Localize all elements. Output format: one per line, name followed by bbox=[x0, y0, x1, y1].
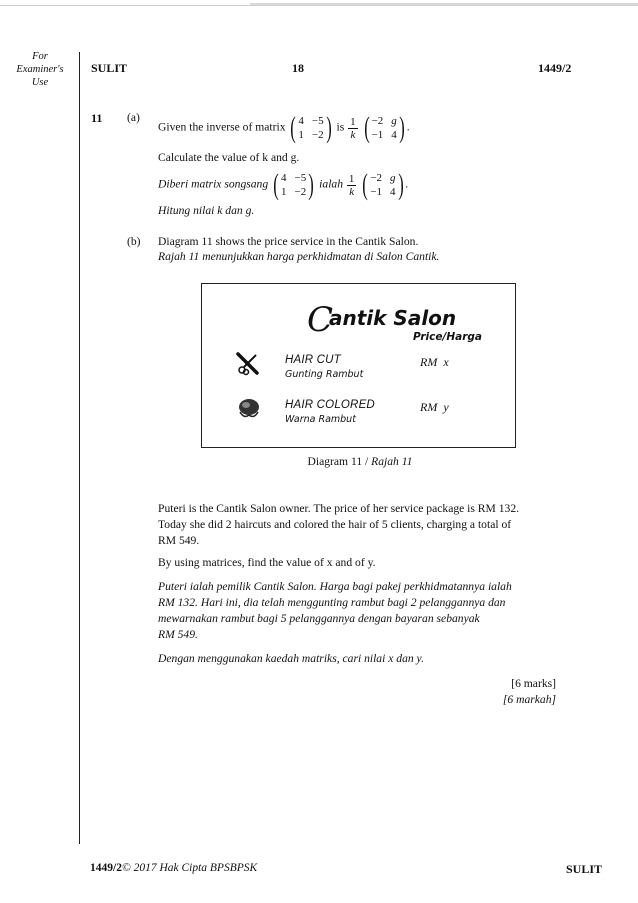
matrix-b-cell: −2 bbox=[370, 172, 383, 184]
hair-icon bbox=[236, 396, 262, 420]
salon-logo-name: antik Salon bbox=[329, 306, 457, 330]
caption-malay: Rajah 11 bbox=[371, 455, 413, 468]
matrix-a-cell: 4 bbox=[298, 115, 304, 127]
part-b-english-intro: Diagram 11 shows the price service in the Cantik Salon. bbox=[158, 235, 419, 248]
matrix-a-cell: 4 bbox=[281, 172, 287, 184]
part-a-english-statement: Given the inverse of matrix ( 4 −5 1 −2 ) is $\frac{1}{k}$ ( −2 g −1 4 ) . bbox=[158, 111, 410, 144]
fraction-denominator: k bbox=[349, 185, 355, 198]
page-number: 18 bbox=[292, 61, 304, 75]
matrix-b-cell: −1 bbox=[370, 186, 383, 198]
salon-logo bbox=[307, 294, 457, 340]
task-english: By using matrices, find the value of x and of y. bbox=[158, 556, 376, 569]
examiner-use-label bbox=[6, 50, 74, 89]
matrix-a-cell: 1 bbox=[298, 129, 304, 141]
fraction-denominator: k bbox=[350, 128, 356, 141]
matrix-b-cell: −1 bbox=[371, 129, 384, 141]
examiner-line-3: Use bbox=[31, 77, 49, 88]
service-haircut-malay: Gunting Rambut bbox=[285, 369, 364, 380]
part-a-english-task: Calculate the value of k and g. bbox=[158, 151, 300, 164]
paper-code: 1449/2 bbox=[538, 61, 572, 75]
marks-english: [6 marks] bbox=[511, 677, 556, 690]
inverse-fraction-ms bbox=[347, 173, 357, 198]
part-a-malay-statement: Diberi matrix songsang ( 4 −5 1 −2 ) ialah $\frac{1}{k}$ ( −2 g −1 4 ) . bbox=[158, 168, 409, 201]
fraction-numerator: 1 bbox=[350, 115, 356, 128]
task-malay: Dengan menggunakan kaedah matriks, cari nilai x dan y. bbox=[158, 652, 424, 665]
salon-logo-initial: C bbox=[307, 300, 334, 340]
service-color-english: HAIR COLORED bbox=[285, 399, 375, 411]
part-a-label: (a) bbox=[127, 111, 140, 124]
matrix-b-cell: −2 bbox=[371, 115, 384, 127]
paragraph-malay bbox=[158, 579, 558, 643]
examiner-line-1: For bbox=[32, 51, 48, 62]
footer-code: 1449/2 bbox=[90, 862, 122, 874]
service-haircut-english: HAIR CUT bbox=[285, 354, 341, 366]
paragraph-malay-line: Puteri ialah pemilik Cantik Salon. Harga bagi pakej perkhidmatannya ialah bbox=[158, 580, 512, 593]
paragraph-english-line: Today she did 2 haircuts and colored the hair of 5 clients, charging a total of bbox=[158, 518, 512, 531]
question-number: 11 bbox=[91, 111, 103, 125]
part-b-malay-intro: Rajah 11 menunjukkan harga perkhidmatan di Salon Cantik. bbox=[158, 250, 440, 263]
part-a-en-prefix: Given the inverse of matrix bbox=[158, 120, 286, 134]
matrix-a-ms: ( 4 −5 1 −2 ) bbox=[273, 168, 315, 201]
price-color: RM y bbox=[420, 400, 449, 414]
matrix-b-cell: g bbox=[391, 115, 397, 127]
fraction-numerator: 1 bbox=[348, 172, 355, 185]
scan-edge-line bbox=[0, 5, 638, 6]
price-haircut: RM x bbox=[420, 355, 449, 369]
paragraph-english-line: RM 549. bbox=[158, 534, 200, 547]
part-a-en-is: is bbox=[336, 120, 345, 134]
marks-malay: [6 markah] bbox=[502, 693, 556, 706]
paragraph-malay-line: mewarnakan rambut bagi 5 pelanggannya dengan bayaran sebanyak bbox=[158, 612, 480, 625]
diagram-caption bbox=[210, 455, 510, 468]
service-color-malay: Warna Rambut bbox=[285, 414, 356, 425]
paragraph-malay-line: RM 132. Hari ini, dia telah menggunting rambut bagi 2 pelanggannya dan bbox=[158, 596, 506, 609]
inverse-fraction bbox=[348, 116, 358, 141]
matrix-a-cell: −2 bbox=[311, 129, 324, 141]
part-a-malay-task: Hitung nilai k dan g. bbox=[158, 204, 255, 217]
part-a-ms-is: ialah bbox=[319, 177, 344, 191]
caption-english: Diagram 11 / bbox=[307, 455, 372, 468]
matrix-a-cell: −5 bbox=[311, 115, 324, 127]
matrix-b: ( −2 g −1 4 ) bbox=[363, 111, 405, 144]
price-header: Price/Harga bbox=[413, 331, 482, 343]
examiner-line-2: Examiner's bbox=[16, 64, 64, 75]
matrix-b-cell: g bbox=[390, 172, 396, 184]
footer-copyright bbox=[90, 862, 257, 874]
matrix-a-cell: −2 bbox=[294, 186, 307, 198]
paragraph-malay-line: RM 549. bbox=[158, 628, 198, 641]
header-sulit: SULIT bbox=[91, 61, 128, 75]
matrix-a-cell: 1 bbox=[281, 186, 287, 198]
part-a-ms-prefix: Diberi matrix songsang bbox=[158, 177, 269, 191]
footer-copyright-text: © 2017 Hak Cipta BPSBPSK bbox=[121, 862, 258, 874]
matrix-b-ms: ( −2 g −1 4 ) bbox=[362, 168, 404, 201]
matrix-b-cell: 4 bbox=[391, 129, 397, 141]
footer-sulit: SULIT bbox=[566, 862, 603, 876]
scissors-comb-icon bbox=[236, 352, 260, 376]
part-b-label: (b) bbox=[127, 235, 141, 248]
margin-rule bbox=[79, 52, 80, 844]
matrix-a-cell: −5 bbox=[294, 172, 307, 184]
matrix-a: ( 4 −5 1 −2 ) bbox=[290, 111, 332, 144]
matrix-b-cell: 4 bbox=[390, 186, 396, 198]
paragraph-english-line: Puteri is the Cantik Salon owner. The price of her service package is RM 132. bbox=[158, 502, 520, 515]
paragraph-english bbox=[158, 501, 558, 549]
